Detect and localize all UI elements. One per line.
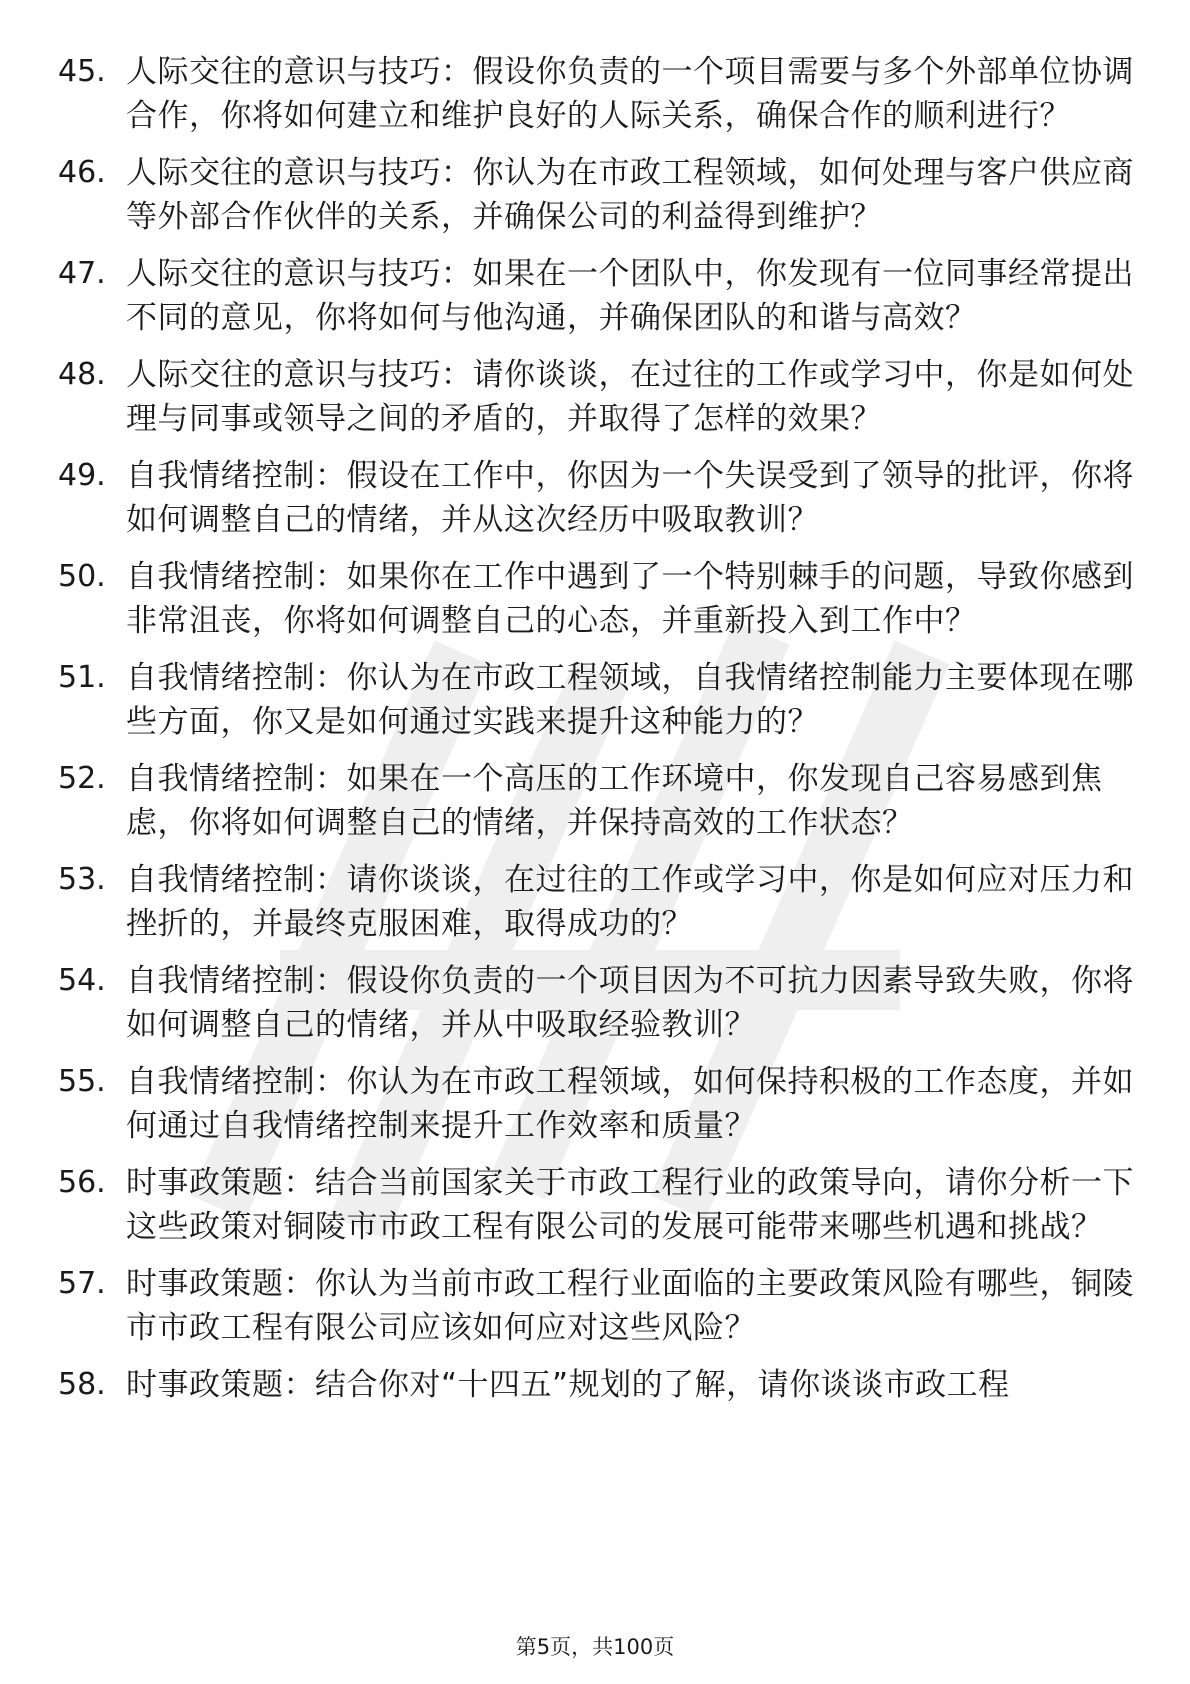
question-number: 46. [58,155,106,190]
question-number: 56. [58,1165,106,1200]
question-number: 55. [58,1064,106,1099]
question-item-49 [58,454,1138,542]
question-item-52 [58,757,1138,845]
question-number: 58. [58,1367,106,1402]
question-item-56 [58,1161,1138,1249]
question-text: 人际交往的意识与技巧：请你谈谈，在过往的工作或学习中，你是如何处理与同事或领导之间的矛盾的，并取得了怎样的效果？ [126,357,1134,437]
question-item-48 [58,353,1138,441]
question-number: 52. [58,761,106,796]
question-number: 51. [58,660,106,695]
question-item-53 [58,858,1138,946]
question-text: 时事政策题：你认为当前市政工程行业面临的主要政策风险有哪些，铜陵市市政工程有限公司应该如何应对这些风险？ [126,1266,1134,1346]
question-item-50 [58,555,1138,643]
page-footer [0,1633,1190,1661]
question-item-46 [58,151,1138,239]
question-text: 时事政策题：结合你对“十四五”规划的了解，请你谈谈市政工程 [126,1367,1010,1403]
page-number-label: 第5页，共100页 [515,1635,675,1659]
question-text: 自我情绪控制：请你谈谈，在过往的工作或学习中，你是如何应对压力和挫折的，并最终克服困难，取得成功的？ [126,862,1134,942]
question-number: 50. [58,559,106,594]
question-number: 45. [58,54,106,89]
question-text: 时事政策题：结合当前国家关于市政工程行业的政策导向，请你分析一下这些政策对铜陵市市政工程有限公司的发展可能带来哪些机遇和挑战？ [126,1165,1134,1245]
question-text: 人际交往的意识与技巧：你认为在市政工程领域，如何处理与客户供应商等外部合作伙伴的关系，并确保公司的利益得到维护？ [126,155,1134,235]
question-number: 53. [58,862,106,897]
question-text: 自我情绪控制：如果你在工作中遇到了一个特别棘手的问题，导致你感到非常沮丧，你将如何调整自己的心态，并重新投入到工作中？ [126,559,1134,639]
question-number: 48. [58,357,106,392]
question-number: 54. [58,963,106,998]
question-list [58,50,1138,1420]
question-item-57 [58,1262,1138,1350]
question-text: 自我情绪控制：假设你负责的一个项目因为不可抗力因素导致失败，你将如何调整自己的情绪，并从中吸取经验教训？ [126,963,1134,1043]
question-text: 自我情绪控制：你认为在市政工程领域，如何保持积极的工作态度，并如何通过自我情绪控制来提升工作效率和质量？ [126,1064,1134,1144]
question-text: 人际交往的意识与技巧：如果在一个团队中，你发现有一位同事经常提出不同的意见，你将如何与他沟通，并确保团队的和谐与高效？ [126,256,1134,336]
question-text: 人际交往的意识与技巧：假设你负责的一个项目需要与多个外部单位协调合作，你将如何建立和维护良好的人际关系，确保合作的顺利进行？ [126,54,1134,134]
question-number: 49. [58,458,106,493]
question-item-51 [58,656,1138,744]
question-item-47 [58,252,1138,340]
question-text: 自我情绪控制：如果在一个高压的工作环境中，你发现自己容易感到焦虑，你将如何调整自己的情绪，并保持高效的工作状态？ [126,761,1103,841]
question-item-55 [58,1060,1138,1148]
question-item-54 [58,959,1138,1047]
question-item-45 [58,50,1138,138]
question-text: 自我情绪控制：你认为在市政工程领域，自我情绪控制能力主要体现在哪些方面，你又是如何通过实践来提升这种能力的？ [126,660,1134,740]
question-item-58 [58,1363,1138,1407]
question-number: 47. [58,256,106,291]
question-text: 自我情绪控制：假设在工作中，你因为一个失误受到了领导的批评，你将如何调整自己的情绪，并从这次经历中吸取教训？ [126,458,1134,538]
question-number: 57. [58,1266,106,1301]
